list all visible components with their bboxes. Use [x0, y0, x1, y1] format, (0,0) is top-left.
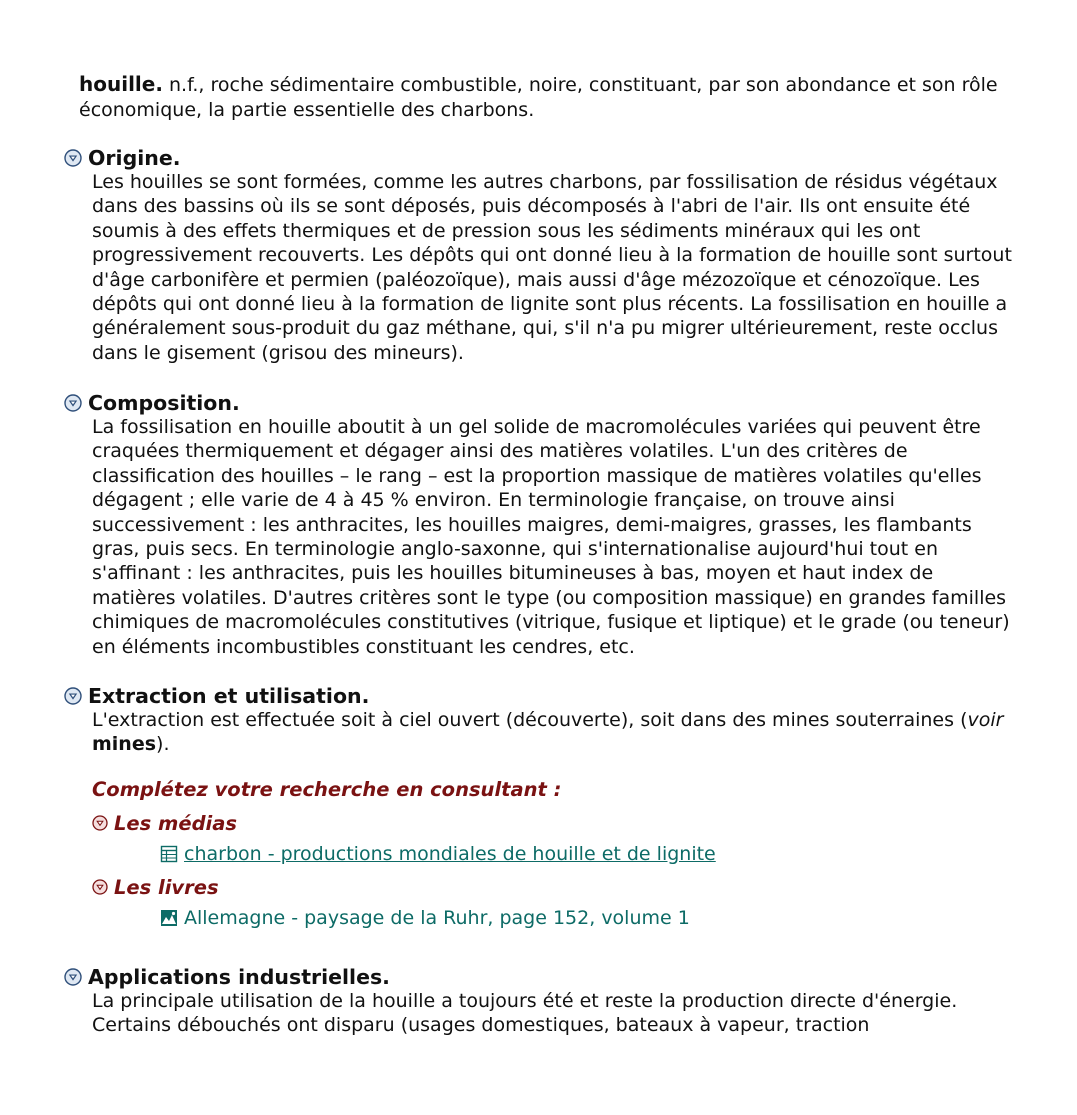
table-icon [160, 845, 178, 863]
category-label: Les livres [114, 875, 219, 899]
media-entry[interactable] [160, 842, 992, 866]
headword: houille. [79, 72, 163, 96]
see-word: voir [967, 709, 1004, 731]
mines-reference[interactable]: mines [92, 733, 157, 756]
section-title: Extraction et utilisation. [88, 684, 370, 708]
section-header[interactable] [64, 965, 1014, 989]
section-title: Origine. [88, 146, 181, 170]
body-text: L'extraction est effectuée soit à ciel ouvert (découverte), soit dans des mines souterraines ( [92, 709, 968, 731]
section-applications [64, 965, 1014, 1038]
category-label: Les médias [114, 811, 237, 835]
category-toggle-icon[interactable] [92, 815, 108, 831]
section-toggle-icon[interactable] [64, 968, 82, 986]
category-toggle-icon[interactable] [92, 879, 108, 895]
section-body: La fossilisation en houille aboutit à un gel solide de macromolécules variées qui peuvent être craquées thermiquement et dégager ainsi des matières volatiles. L'un des critères de classification des houilles – le rang – est la proportion massique de matières volatiles qu'elles dégagent ; elle varie de 4 à 45 % environ. En terminologie française, on trouve ainsi successivement : les anthracites, les houilles maigres, demi-maigres, grasses, les flambants gras, puis secs. En terminologie anglo-saxonne, qui s'internationalise aujourd'hui tout en s'affinant : les anthracites, puis les houilles bitumineuses à bas, moyen et haut index de matières volatiles. D'autres critères sont le type (ou composition massique) en grandes familles chimiques de macromolécules constitutives (vitrique, fusique et liptique) et le grade (ou teneur) en éléments incombustibles constituant les cendres, etc. [92, 416, 1010, 658]
section-body [92, 708, 1012, 757]
book-entry[interactable] [160, 906, 992, 930]
image-icon [160, 909, 178, 927]
section-title: Composition. [88, 391, 240, 415]
book-reference[interactable]: Allemagne - paysage de la Ruhr, page 152, volume 1 [184, 907, 690, 929]
section-extraction [64, 684, 1014, 757]
media-link[interactable]: charbon - productions mondiales de houille et de lignite [184, 843, 716, 865]
section-origine [64, 146, 1014, 365]
section-body: Les houilles se sont formées, comme les autres charbons, par fossilisation de résidus végétaux dans des bassins où ils se sont déposés, puis décomposés à l'abri de l'air. Ils ont ensuite été soumis à des effets thermiques et de pression sous les sédiments minéraux qui les ont progressivement recouverts. Les dépôts qui ont donné lieu à la formation de houille sont surtout d'âge carbonifère et permien (paléozoïque), mais aussi d'âge mézozoïque et cénozoïque. Les dépôts qui ont donné lieu à la formation de lignite sont plus récents. La fossilisation en houille a généralement sous-produit du gaz méthane, qui, s'il n'a pu migrer ultérieurement, reste occlus dans le gisement (grisou des mineurs). [92, 171, 1012, 364]
section-composition [64, 391, 1014, 659]
section-toggle-icon[interactable] [64, 687, 82, 705]
section-title: Applications industrielles. [88, 965, 390, 989]
body-text-end: ). [156, 733, 170, 756]
section-header[interactable] [64, 684, 1014, 708]
category-medias[interactable] [92, 811, 992, 835]
section-body: La principale utilisation de la houille a toujours été et reste la production directe d'énergie. Certains débouchés ont disparu (usages domestiques, bateaux à vapeur, traction [92, 990, 958, 1037]
section-header[interactable] [64, 391, 1014, 415]
section-header[interactable] [64, 146, 1014, 170]
see-also-heading: Complétez votre recherche en consultant : [92, 778, 562, 801]
category-livres[interactable] [92, 875, 992, 899]
article-intro [79, 72, 1009, 122]
definition: n.f., roche sédimentaire combustible, noire, constituant, par son abondance et son rôle économique, la partie essentielle des charbons. [79, 74, 998, 121]
section-toggle-icon[interactable] [64, 149, 82, 167]
see-also-panel [92, 778, 992, 930]
section-toggle-icon[interactable] [64, 394, 82, 412]
